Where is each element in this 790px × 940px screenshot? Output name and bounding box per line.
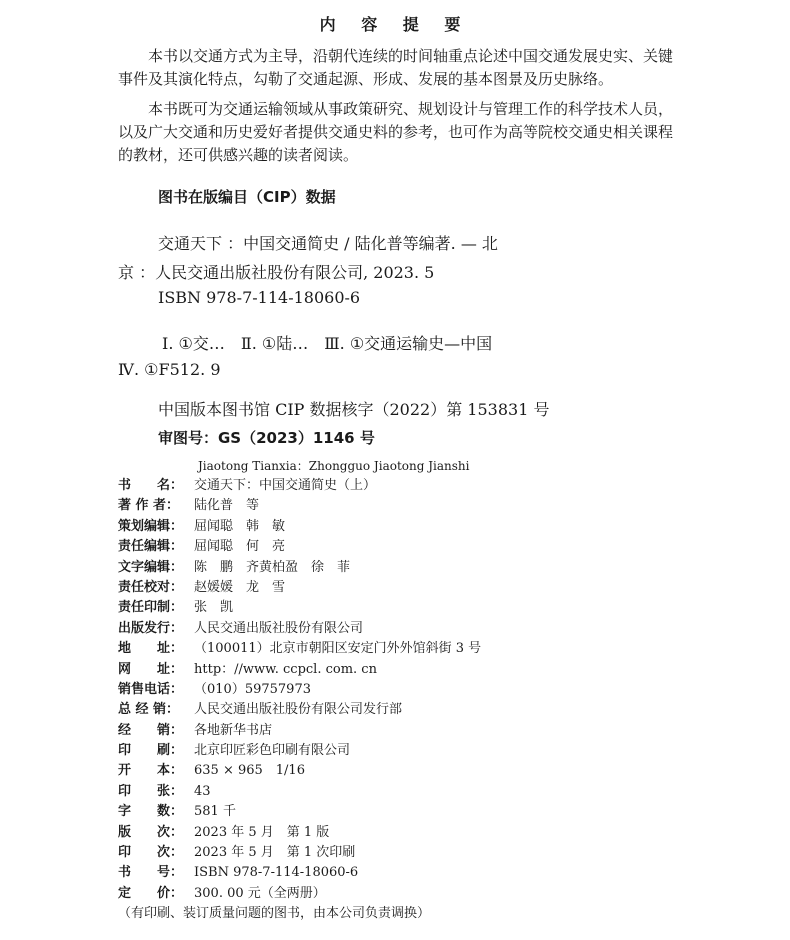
detail-row-price — [118, 884, 481, 904]
detail-label: 定 价： — [118, 885, 184, 901]
detail-label: 责任编辑： — [118, 539, 184, 555]
detail-row-isbn — [118, 863, 481, 883]
detail-value: 陈 鹏 齐黄柏盈 徐 菲 — [194, 559, 351, 575]
detail-label: 印 刷： — [118, 743, 184, 759]
detail-label: 网 址： — [118, 661, 184, 677]
detail-label: 开 本： — [118, 763, 184, 779]
detail-value: 赵媛媛 龙 雪 — [194, 579, 286, 595]
detail-label: 策划编辑： — [118, 518, 184, 534]
detail-value: 300. 00 元（全两册） — [194, 885, 326, 901]
detail-row-proofreader — [118, 578, 481, 598]
detail-label: 书 名： — [118, 478, 184, 493]
detail-row-general-distributor — [118, 700, 481, 720]
detail-label: 印 次： — [118, 845, 184, 861]
detail-label: 责任印制： — [118, 600, 184, 616]
detail-label: 书 号： — [118, 865, 184, 881]
detail-value: 2023 年 5 月 第 1 版 — [194, 824, 330, 840]
detail-value: 陆化普 等 — [194, 498, 260, 514]
detail-row-responsible-editor — [118, 537, 481, 557]
detail-label: 著 作 者： — [118, 498, 180, 514]
detail-label: 出版发行： — [118, 620, 184, 636]
detail-value: 2023 年 5 月 第 1 次印刷 — [194, 845, 356, 861]
detail-row-publisher — [118, 619, 481, 639]
detail-row-printer — [118, 741, 481, 761]
quality-notice: （有印刷、装订质量问题的图书，由本公司负责调换） — [118, 906, 431, 922]
detail-value: 43 — [194, 783, 211, 799]
pinyin-title: Jiaotong Tianxia：Zhongguo Jiaotong Jianshi — [198, 459, 470, 473]
detail-label: 销售电话： — [118, 681, 184, 697]
detail-value: ISBN 978-7-114-18060-6 — [194, 865, 359, 881]
cip-subjects-line-1: Ⅰ. ①交… Ⅱ. ①陆… Ⅲ. ①交通运输史—中国 — [162, 334, 493, 353]
detail-row-address — [118, 639, 481, 659]
detail-value: 屈闻聪 何 亮 — [194, 539, 286, 555]
detail-value: （100011）北京市朝阳区安定门外外馆斜街 3 号 — [194, 641, 482, 657]
detail-row-printing — [118, 843, 481, 863]
detail-row-printed-sheets — [118, 782, 481, 802]
detail-row-text-editor — [118, 558, 481, 578]
detail-value: 交通天下：中国交通简史（上） — [194, 478, 377, 493]
detail-value: 581 千 — [194, 804, 236, 820]
detail-value: 张 凯 — [194, 600, 234, 616]
detail-value: 635 × 965 1/16 — [194, 763, 305, 779]
detail-row-distributor — [118, 721, 481, 741]
detail-label: 总 经 销： — [118, 702, 180, 718]
detail-label: 字 数： — [118, 804, 184, 820]
detail-value: （010）59757973 — [194, 681, 311, 697]
detail-value: http：//www. ccpcl. com. cn — [194, 661, 377, 677]
detail-label: 地 址： — [118, 641, 184, 657]
cip-subjects-line-2: Ⅳ. ①F512. 9 — [118, 360, 221, 379]
detail-label: 责任校对： — [118, 579, 184, 595]
detail-row-sales-phone — [118, 680, 481, 700]
detail-row-format — [118, 761, 481, 781]
detail-row-website — [118, 660, 481, 680]
cip-verification: 中国版本图书馆 CIP 数据核字（2022）第 153831 号 — [158, 400, 550, 419]
cip-isbn: ISBN 978-7-114-18060-6 — [158, 288, 361, 307]
detail-row-print-supervisor — [118, 598, 481, 618]
page-heading: 内 容 提 要 — [319, 15, 471, 34]
detail-label: 文字编辑： — [118, 559, 184, 575]
publication-details — [118, 476, 481, 925]
summary-paragraph-2: 本书既可为交通运输领域从事政策研究、规划设计与管理工作的科学技术人员，以及广大交通和历史爱好者提供交通史料的参考，也可作为高等院校交通史相关课程的教材，还可供感兴趣的读者阅读。 — [118, 100, 674, 164]
detail-value: 北京印匠彩色印刷有限公司 — [194, 743, 351, 759]
detail-value: 屈闻聪 韩 敏 — [194, 518, 286, 534]
detail-label: 版 次： — [118, 824, 184, 840]
detail-row-author — [118, 496, 481, 516]
detail-row-book-title — [118, 476, 481, 496]
cip-title-line-1: 交通天下 ：中国交通简史 / 陆化普等编著. — 北 — [158, 234, 498, 253]
detail-row-word-count — [118, 802, 481, 822]
detail-row-planning-editor — [118, 517, 481, 537]
detail-label: 经 销： — [118, 722, 184, 738]
map-approval-number: 审图号：GS（2023）1146 号 — [158, 429, 375, 447]
cip-heading: 图书在版编目（CIP）数据 — [158, 188, 336, 206]
cip-title-line-2: 京 ：人民交通出版社股份有限公司, 2023. 5 — [118, 263, 435, 282]
detail-value: 人民交通出版社股份有限公司发行部 — [194, 702, 403, 718]
detail-value: 人民交通出版社股份有限公司 — [194, 620, 364, 636]
summary-paragraph-1: 本书以交通方式为主导，沿朝代连续的时间轴重点论述中国交通发展史实、关键事件及其演化特点，勾勒了交通起源、形成、发展的基本图景及历史脉络。 — [118, 47, 674, 88]
detail-label: 印 张： — [118, 783, 184, 799]
detail-row-edition — [118, 823, 481, 843]
detail-value: 各地新华书店 — [194, 722, 273, 738]
